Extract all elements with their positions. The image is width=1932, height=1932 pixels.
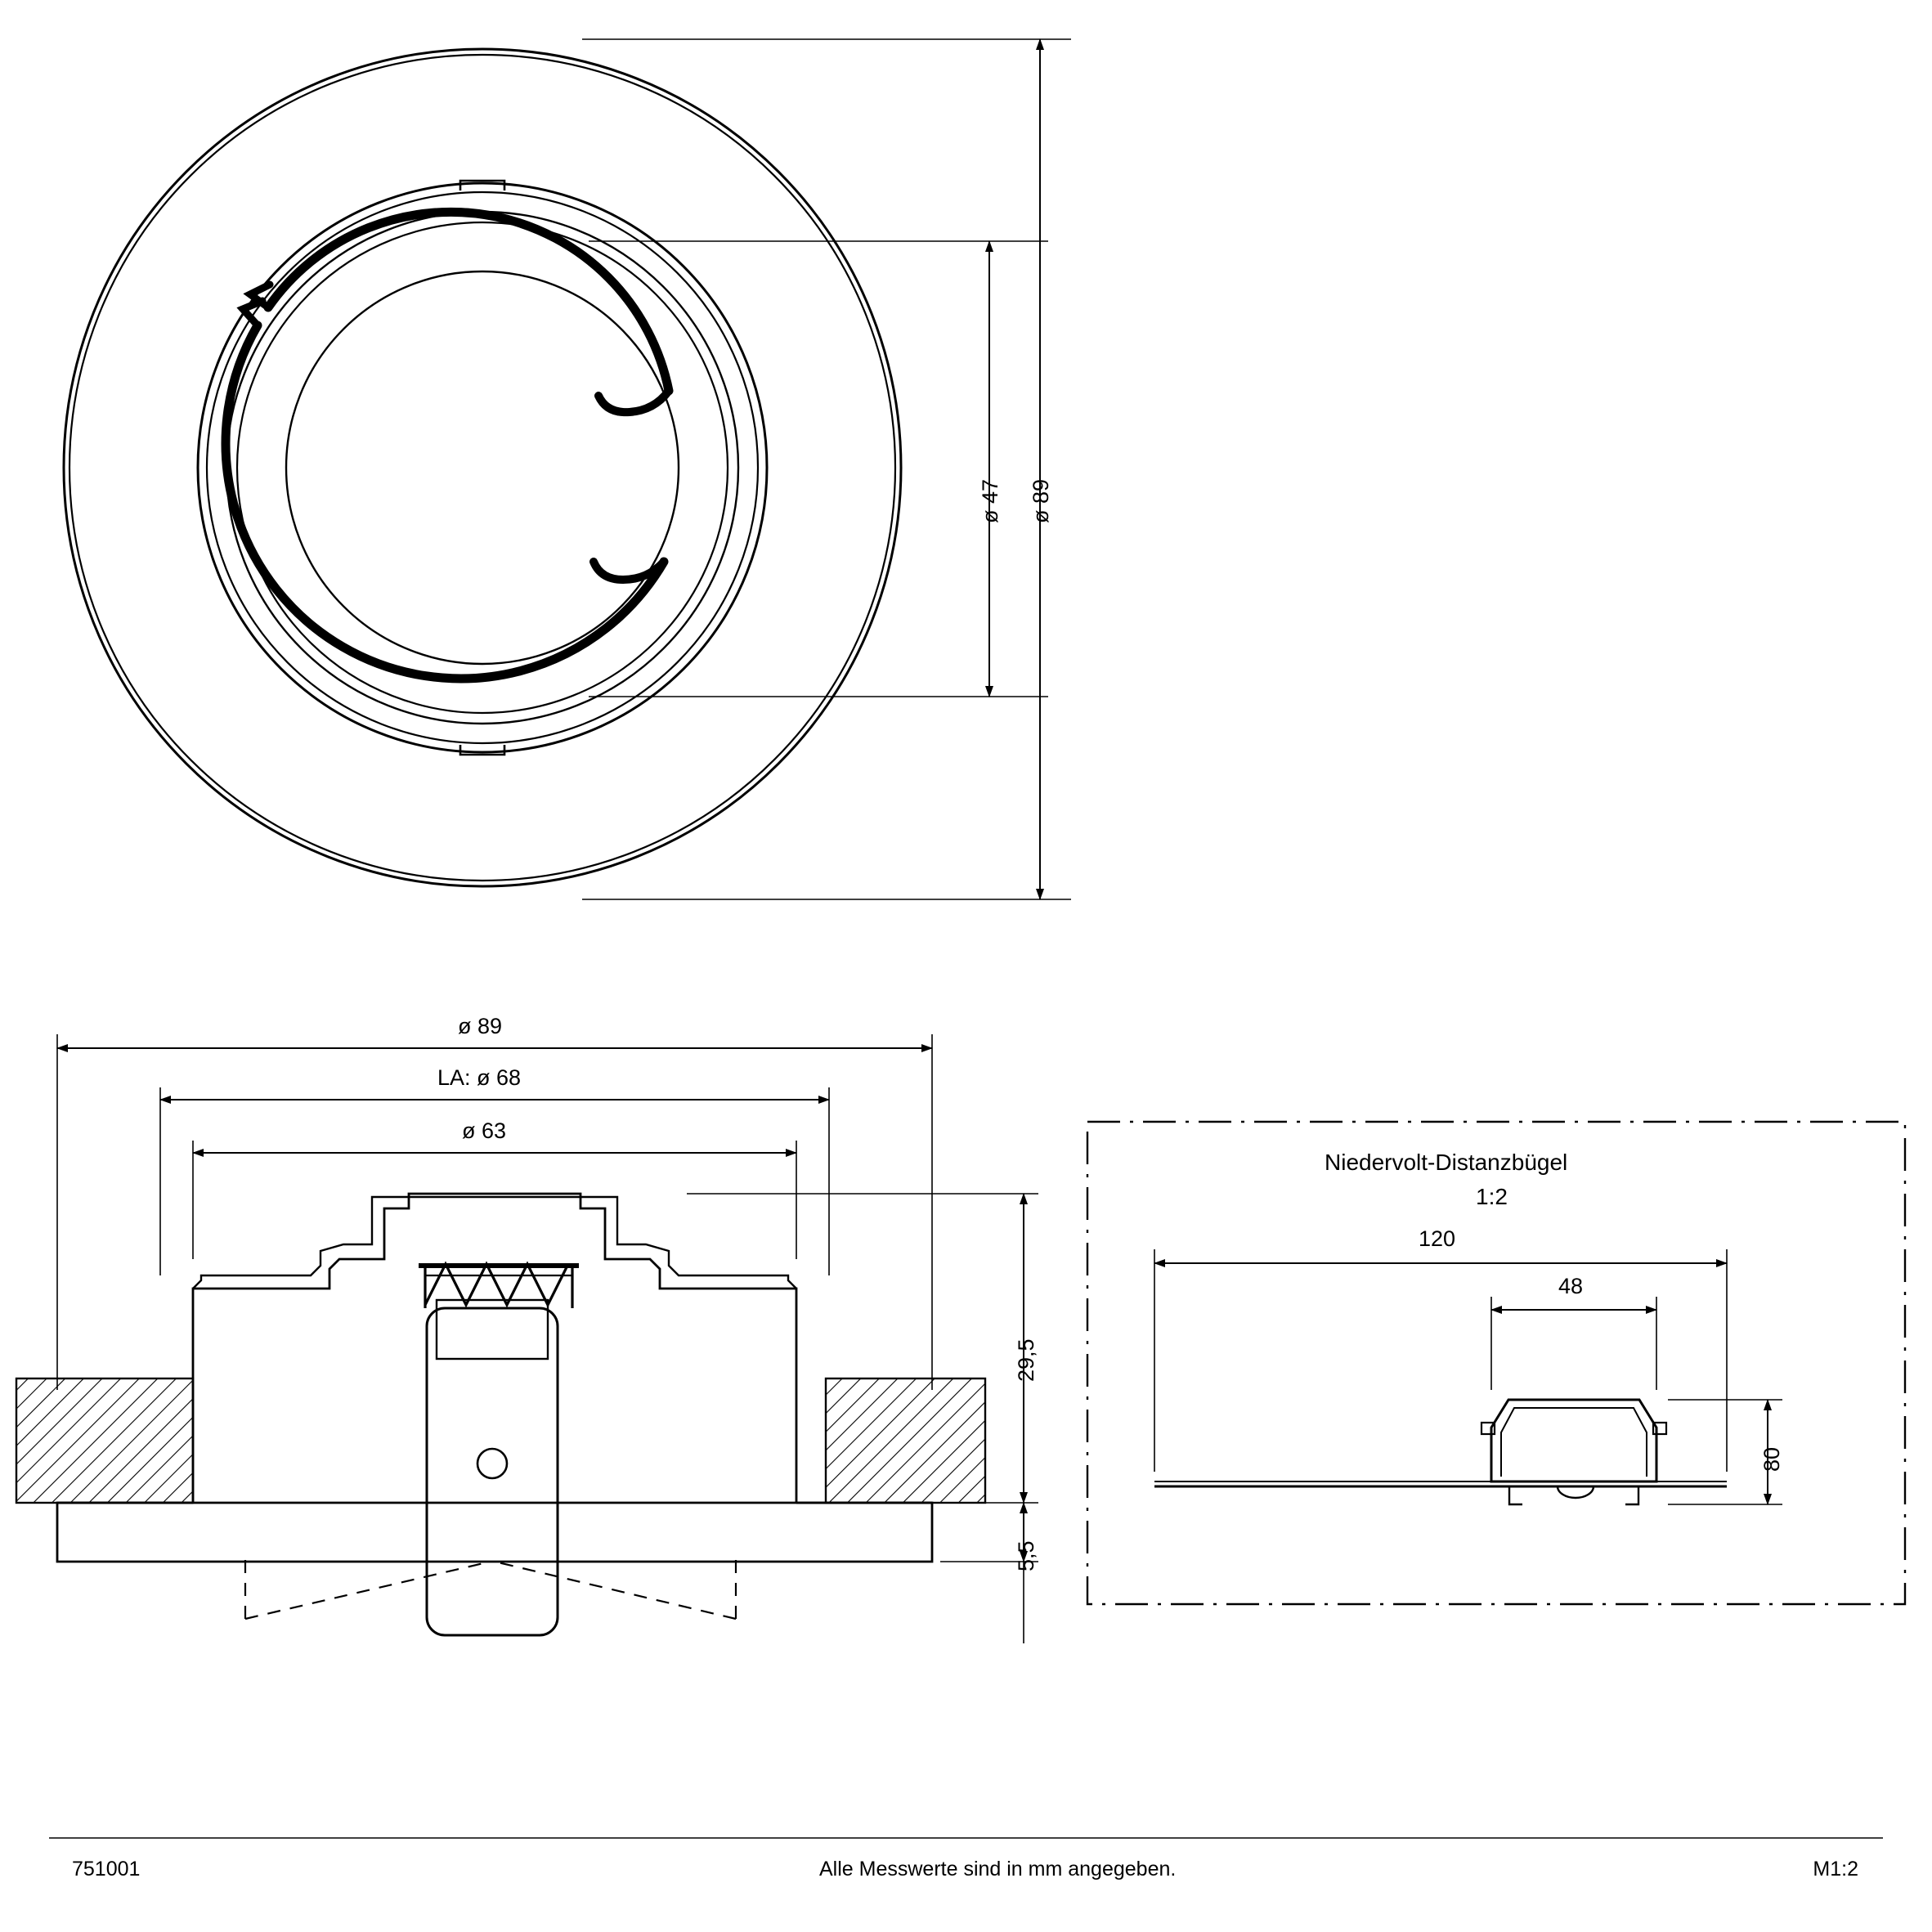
top-view-extension-lines xyxy=(582,39,1071,899)
dim-label-cutout-diameter: LA: ø 68 xyxy=(437,1065,522,1090)
section-view-group xyxy=(16,1034,1038,1643)
housing-profile-left xyxy=(193,1194,458,1503)
dim-label-transformer-width: 48 xyxy=(1558,1274,1584,1298)
dim-label-body-diameter: ø 63 xyxy=(462,1118,507,1143)
housing-profile-left-inner xyxy=(193,1197,409,1289)
ring-circle-3 xyxy=(226,212,738,724)
dim-label-bracket-length: 120 xyxy=(1419,1226,1456,1251)
dim-label-recess-depth: 29,5 xyxy=(1014,1338,1038,1382)
ceiling-hatch-left xyxy=(16,1378,193,1503)
coil-spring xyxy=(419,1264,579,1308)
ring-circle-4 xyxy=(237,222,728,713)
spring-clamp-body xyxy=(427,1300,558,1635)
lamp-aperture-circle xyxy=(286,271,679,664)
flange-plate xyxy=(57,1503,932,1562)
detail-view-scale: 1:2 xyxy=(1476,1184,1508,1209)
dim-label-flange-diameter: ø 89 xyxy=(458,1014,503,1038)
dim-label-outer-diameter: ø 89 xyxy=(1029,478,1053,523)
outer-flange-circle-inner xyxy=(69,55,895,881)
detail-extension-lines xyxy=(1154,1249,1782,1504)
housing-profile-right-inner xyxy=(580,1197,796,1289)
retaining-spring-ring xyxy=(226,212,669,679)
light-cone-lines xyxy=(245,1555,736,1619)
dim-label-inner-diameter: ø 47 xyxy=(978,478,1002,523)
housing-profile-right xyxy=(531,1194,796,1503)
dim-label-transformer-height: 80 xyxy=(1759,1446,1784,1472)
ceiling-hatch-right xyxy=(826,1378,985,1503)
transformer-box xyxy=(1481,1400,1666,1504)
outer-flange-circle xyxy=(64,49,901,886)
units-note: Alle Messwerte sind in mm angegeben. xyxy=(819,1858,1177,1880)
dim-label-flange-height: 5,5 xyxy=(1014,1540,1038,1571)
ring-circle-outer xyxy=(198,183,767,752)
article-number: 751001 xyxy=(72,1858,141,1880)
detail-view-title: Niedervolt-Distanzbügel xyxy=(1325,1150,1568,1175)
top-view-group xyxy=(64,39,1071,899)
sheet-scale: M1:2 xyxy=(1813,1858,1858,1880)
